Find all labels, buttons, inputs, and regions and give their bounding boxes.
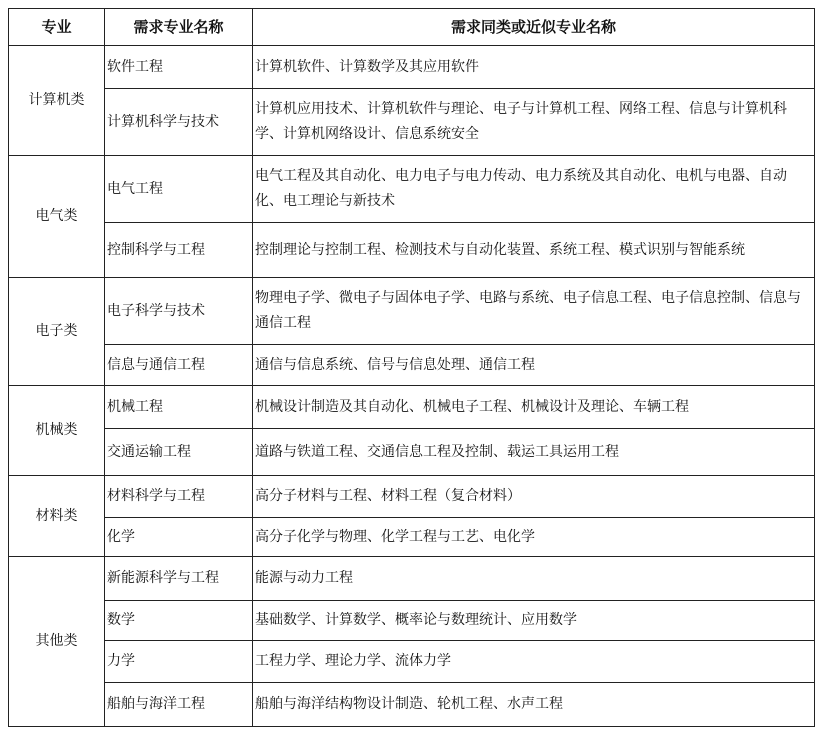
similar-majors-cell: 基础数学、计算数学、概率论与数理统计、应用数学 xyxy=(253,601,815,641)
table-row xyxy=(9,156,815,223)
table-row xyxy=(9,89,815,156)
similar-majors-cell: 道路与铁道工程、交通信息工程及控制、载运工具运用工程 xyxy=(253,429,815,476)
similar-majors-cell: 物理电子学、微电子与固体电子学、电路与系统、电子信息工程、电子信息控制、信息与通信工程 xyxy=(253,278,815,345)
category-cell: 电子类 xyxy=(9,278,105,386)
required-major-cell: 力学 xyxy=(105,641,253,683)
table-row xyxy=(9,518,815,557)
required-major-cell: 交通运输工程 xyxy=(105,429,253,476)
category-cell: 计算机类 xyxy=(9,46,105,156)
table-row xyxy=(9,683,815,727)
table-row xyxy=(9,476,815,518)
required-major-cell: 计算机科学与技术 xyxy=(105,89,253,156)
table-row xyxy=(9,46,815,89)
similar-majors-cell: 高分子化学与物理、化学工程与工艺、电化学 xyxy=(253,518,815,557)
similar-majors-cell: 控制理论与控制工程、检测技术与自动化装置、系统工程、模式识别与智能系统 xyxy=(253,223,815,278)
category-cell: 材料类 xyxy=(9,476,105,557)
required-major-cell: 机械工程 xyxy=(105,386,253,429)
required-major-cell: 信息与通信工程 xyxy=(105,345,253,386)
category-cell: 机械类 xyxy=(9,386,105,476)
required-major-cell: 新能源科学与工程 xyxy=(105,557,253,601)
similar-majors-cell: 计算机软件、计算数学及其应用软件 xyxy=(253,46,815,89)
header-similar-majors: 需求同类或近似专业名称 xyxy=(253,9,815,46)
table-row xyxy=(9,386,815,429)
required-major-cell: 软件工程 xyxy=(105,46,253,89)
header-major: 专业 xyxy=(9,9,105,46)
required-major-cell: 控制科学与工程 xyxy=(105,223,253,278)
required-major-cell: 数学 xyxy=(105,601,253,641)
similar-majors-cell: 能源与动力工程 xyxy=(253,557,815,601)
category-cell: 其他类 xyxy=(9,557,105,727)
required-major-cell: 材料科学与工程 xyxy=(105,476,253,518)
majors-table-wrapper xyxy=(8,8,815,727)
similar-majors-cell: 计算机应用技术、计算机软件与理论、电子与计算机工程、网络工程、信息与计算机科学、计算机网络设计、信息系统安全 xyxy=(253,89,815,156)
similar-majors-cell: 船舶与海洋结构物设计制造、轮机工程、水声工程 xyxy=(253,683,815,727)
required-major-cell: 化学 xyxy=(105,518,253,557)
table-row xyxy=(9,223,815,278)
table-header-row xyxy=(9,9,815,46)
table-row xyxy=(9,278,815,345)
table-row xyxy=(9,601,815,641)
required-major-cell: 电气工程 xyxy=(105,156,253,223)
table-row xyxy=(9,641,815,683)
similar-majors-cell: 通信与信息系统、信号与信息处理、通信工程 xyxy=(253,345,815,386)
majors-table xyxy=(8,8,815,727)
similar-majors-cell: 工程力学、理论力学、流体力学 xyxy=(253,641,815,683)
table-row xyxy=(9,429,815,476)
table-row xyxy=(9,345,815,386)
category-cell: 电气类 xyxy=(9,156,105,278)
required-major-cell: 电子科学与技术 xyxy=(105,278,253,345)
table-row xyxy=(9,557,815,601)
header-required-major: 需求专业名称 xyxy=(105,9,253,46)
required-major-cell: 船舶与海洋工程 xyxy=(105,683,253,727)
similar-majors-cell: 电气工程及其自动化、电力电子与电力传动、电力系统及其自动化、电机与电器、自动化、电工理论与新技术 xyxy=(253,156,815,223)
similar-majors-cell: 机械设计制造及其自动化、机械电子工程、机械设计及理论、车辆工程 xyxy=(253,386,815,429)
similar-majors-cell: 高分子材料与工程、材料工程（复合材料） xyxy=(253,476,815,518)
